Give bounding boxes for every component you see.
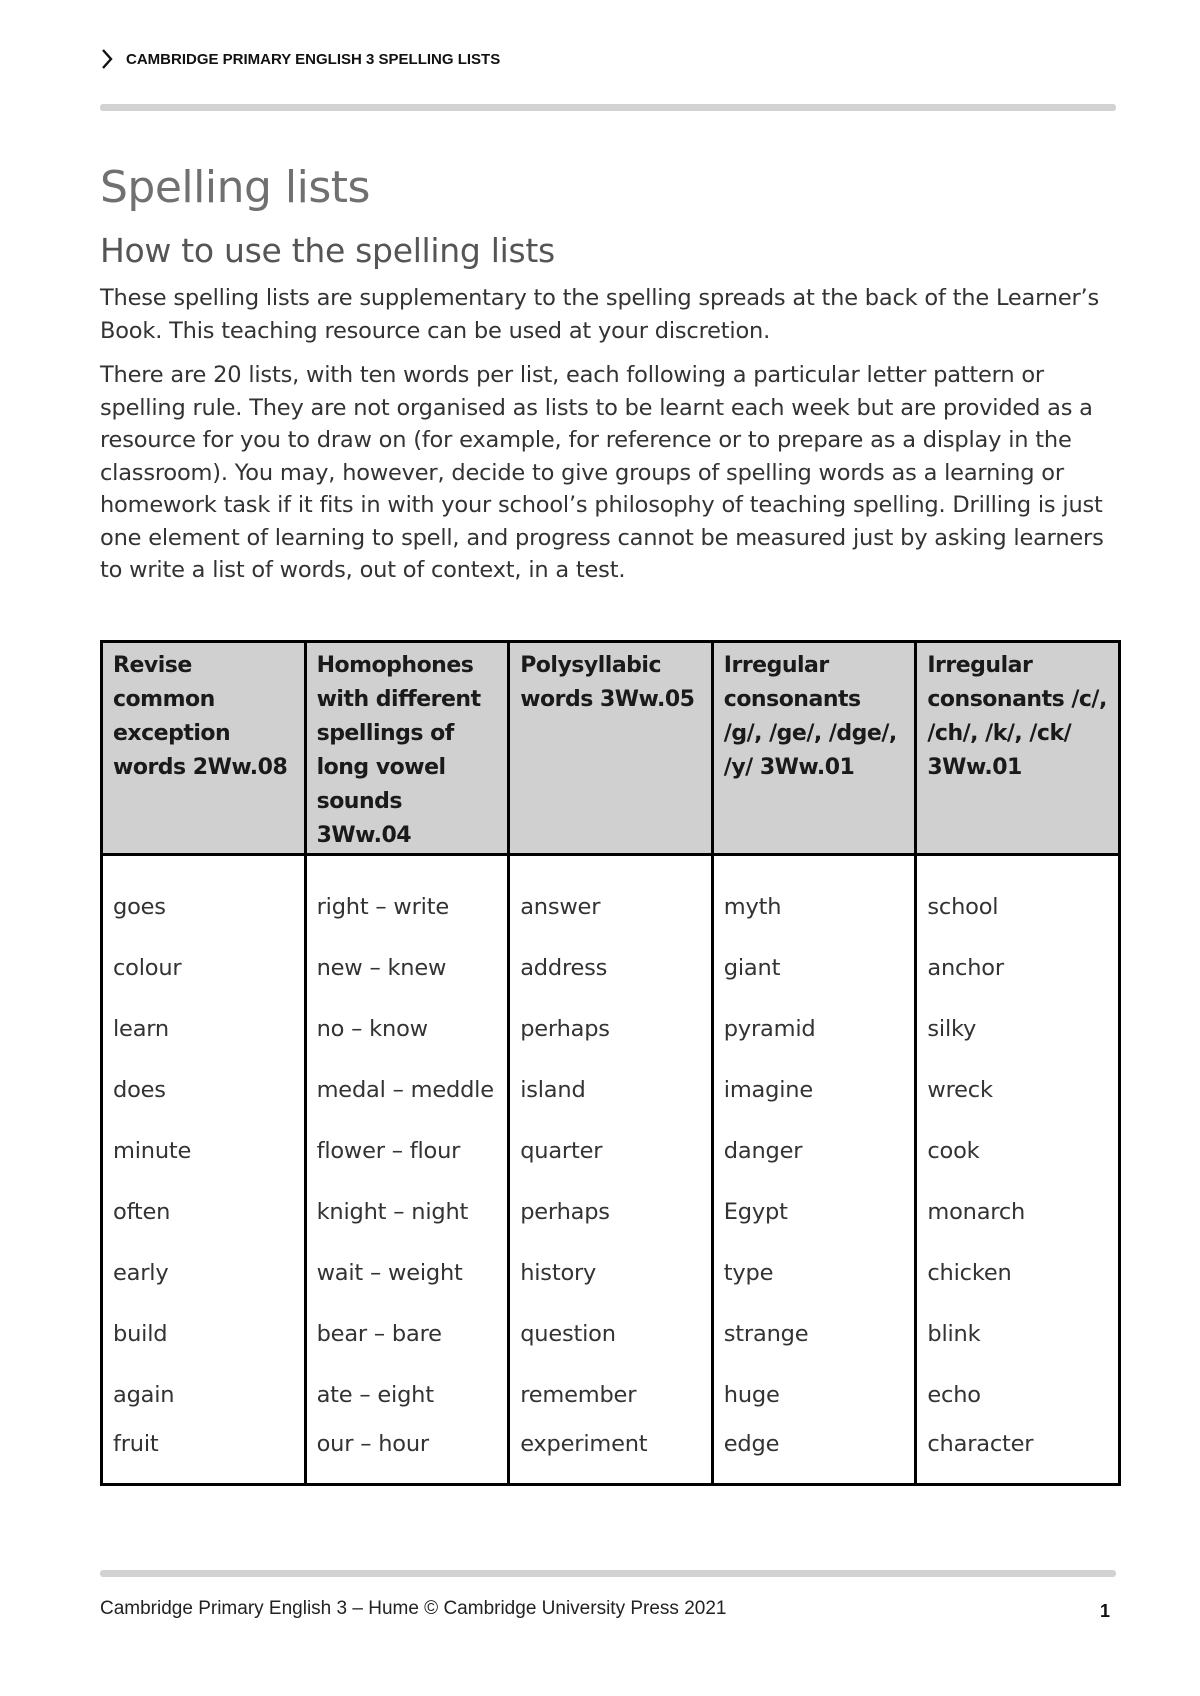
table-cell: school (916, 855, 1120, 938)
table-cell: answer (509, 855, 713, 938)
column-header: Irregular consonants /c/, /ch/, /k/, /ck/ 3Ww.01 (916, 642, 1120, 855)
table-cell: monarch (916, 1181, 1120, 1242)
intro-paragraph: These spelling lists are supplementary to the spelling spreads at the back of the Learner’s Book. This teaching resource can be used at your discretion. (100, 285, 1100, 344)
table-cell: anchor (916, 937, 1120, 998)
table-cell: ate – eight (305, 1364, 509, 1425)
footer-credit: Cambridge Primary English 3 – Hume © Cambridge University Press 2021 (100, 1598, 727, 1619)
table-cell: silky (916, 998, 1120, 1059)
table-cell: bear – bare (305, 1303, 509, 1364)
table-cell: learn (102, 998, 306, 1059)
table-row (102, 937, 1120, 998)
table-cell: experiment (509, 1425, 713, 1485)
table-row (102, 1059, 1120, 1120)
table-cell: colour (102, 937, 306, 998)
table-cell: remember (509, 1364, 713, 1425)
table-cell: build (102, 1303, 306, 1364)
table-cell: fruit (102, 1425, 306, 1485)
table-row (102, 998, 1120, 1059)
table-cell: cook (916, 1120, 1120, 1181)
table-cell: no – know (305, 998, 509, 1059)
table-cell: address (509, 937, 713, 998)
section-heading: How to use the spelling lists (100, 231, 555, 270)
table-header-row (102, 642, 1120, 855)
table-cell: Egypt (712, 1181, 916, 1242)
main-content (100, 162, 1120, 599)
running-header (100, 48, 500, 70)
table-row (102, 1303, 1120, 1364)
table-cell: our – hour (305, 1425, 509, 1485)
table-row (102, 1242, 1120, 1303)
table-cell: history (509, 1242, 713, 1303)
table-cell: flower – flour (305, 1120, 509, 1181)
table-cell: goes (102, 855, 306, 938)
running-title: CAMBRIDGE PRIMARY ENGLISH 3 SPELLING LISTS (126, 50, 501, 68)
chevron-right-icon (100, 48, 114, 70)
table-cell: echo (916, 1364, 1120, 1425)
page-number: 1 (1100, 1601, 1111, 1621)
table-cell: early (102, 1242, 306, 1303)
spelling-table (100, 640, 1121, 1486)
table-cell: perhaps (509, 998, 713, 1059)
table-cell: chicken (916, 1242, 1120, 1303)
table-cell: myth (712, 855, 916, 938)
table-cell: pyramid (712, 998, 916, 1059)
table-cell: question (509, 1303, 713, 1364)
table-row (102, 1425, 1120, 1485)
table-cell: blink (916, 1303, 1120, 1364)
column-header: Homophones with different spellings of long vowel sounds 3Ww.04 (305, 642, 509, 855)
table-cell: character (916, 1425, 1120, 1485)
table-cell: does (102, 1059, 306, 1120)
table-cell: huge (712, 1364, 916, 1425)
table-cell: wait – weight (305, 1242, 509, 1303)
table-cell: again (102, 1364, 306, 1425)
description-paragraph: There are 20 lists, with ten words per list, each following a particular letter pattern or spelling rule. They are not organised as lists to be learnt each week but are provided as a resource for you to draw on (for example, for reference or to prepare as a display in the classroom). You may, however, decide to give groups of spelling words as a learning or homework task if it fits in with your school’s philosophy of teaching spelling. Drilling is just one element of learning to spell, and progress cannot be measured just by asking learners to write a list of words, out of context, in a test. (100, 362, 1104, 583)
table-cell: wreck (916, 1059, 1120, 1120)
table-row (102, 1364, 1120, 1425)
table-cell: edge (712, 1425, 916, 1485)
table-row (102, 1120, 1120, 1181)
table-cell: danger (712, 1120, 916, 1181)
table-cell: strange (712, 1303, 916, 1364)
table-cell: island (509, 1059, 713, 1120)
footer-divider (100, 1570, 1116, 1577)
table-cell: medal – meddle (305, 1059, 509, 1120)
table-cell: minute (102, 1120, 306, 1181)
table-row (102, 1181, 1120, 1242)
table-cell: often (102, 1181, 306, 1242)
table-cell: knight – night (305, 1181, 509, 1242)
table-row (102, 855, 1120, 938)
column-header: Polysyllabic words 3Ww.05 (509, 642, 713, 855)
table-cell: new – knew (305, 937, 509, 998)
header-divider (100, 104, 1116, 111)
table-cell: quarter (509, 1120, 713, 1181)
table-cell: imagine (712, 1059, 916, 1120)
table-cell: right – write (305, 855, 509, 938)
column-header: Revise common exception words 2Ww.08 (102, 642, 306, 855)
column-header: Irregular consonants /g/, /ge/, /dge/, /y/ 3Ww.01 (712, 642, 916, 855)
table-cell: perhaps (509, 1181, 713, 1242)
page-title: Spelling lists (100, 162, 370, 213)
table-cell: giant (712, 937, 916, 998)
table-cell: type (712, 1242, 916, 1303)
